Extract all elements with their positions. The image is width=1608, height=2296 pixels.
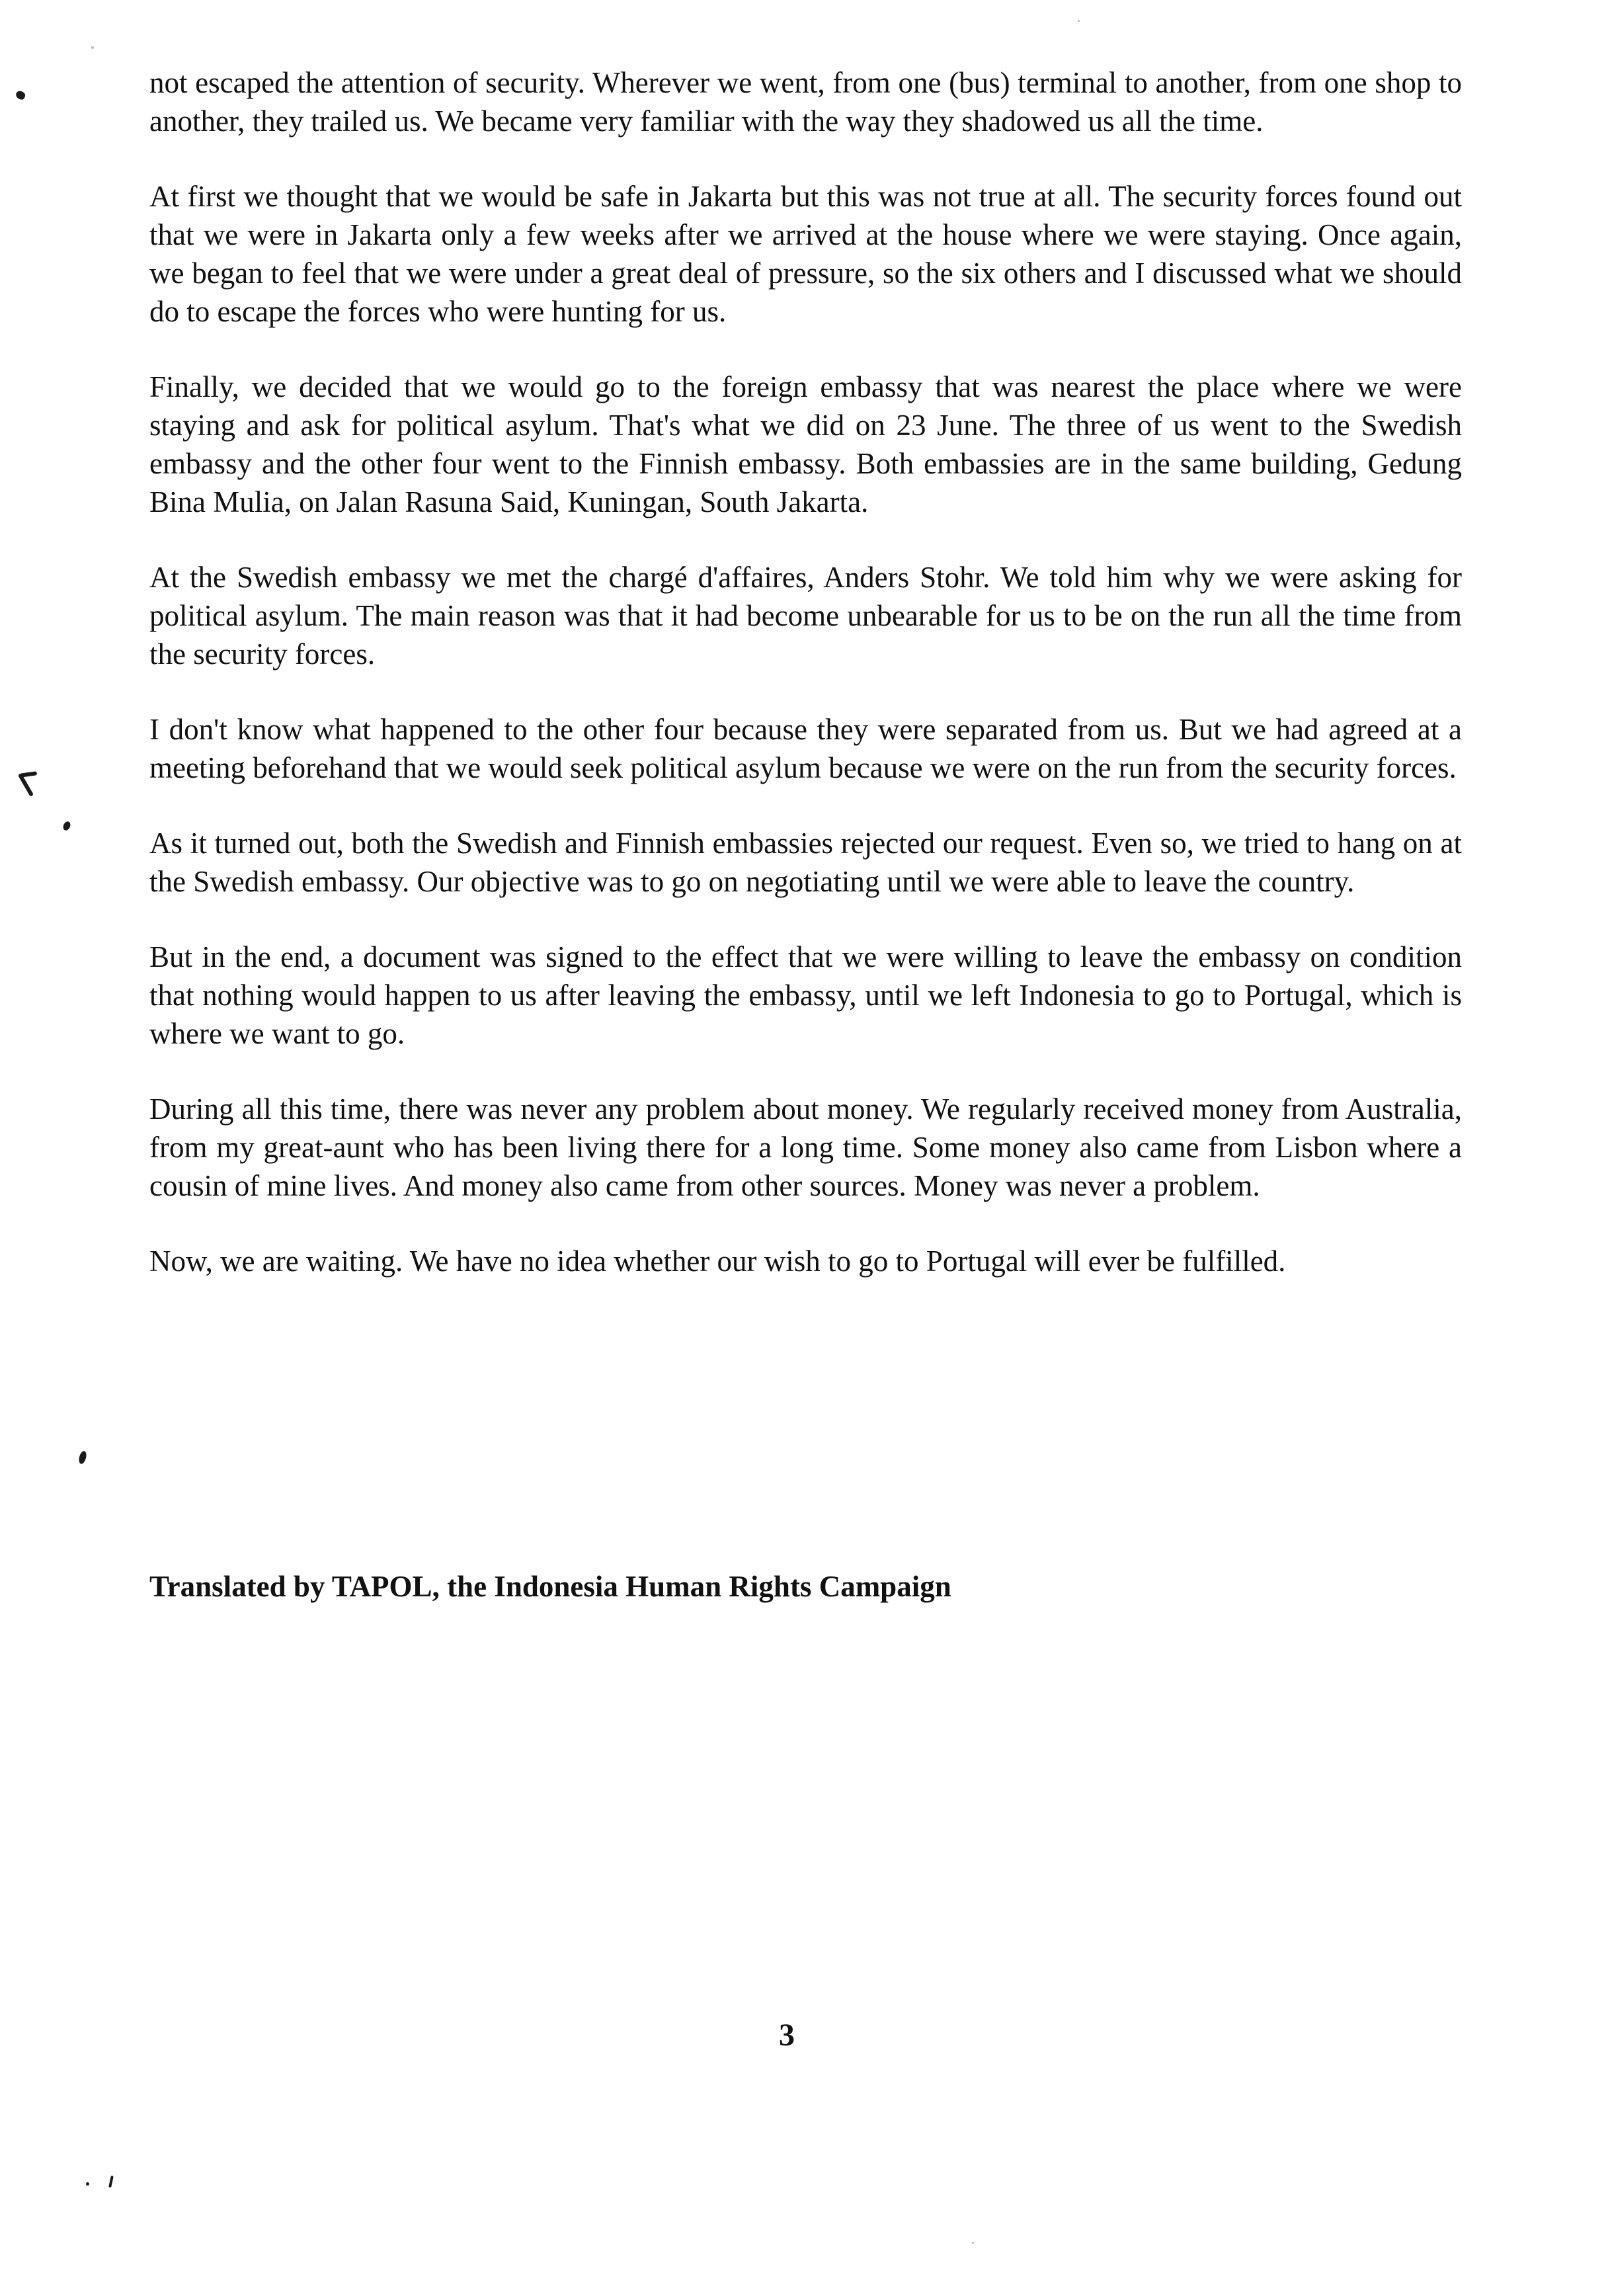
- paragraph-3: Finally, we decided that we would go to the foreign embassy that was nearest the place where we were staying and ask for political asylum. That's what we did on 23 June. The three of us went to the Swedish embassy and the other four went to the Finnish embassy. Both embassies are in the same building, Gedung Bina Mulia, on Jalan Rasuna Said, Kuningan, South Jakarta.: [149, 370, 1462, 518]
- scan-speck: [86, 2182, 89, 2186]
- scan-speck: [972, 2242, 974, 2244]
- scan-speck: [1078, 20, 1080, 22]
- scan-speck: [108, 2176, 114, 2188]
- paragraph-5: I don't know what happened to the other four because they were separated from us. But we had agreed at a meeting beforehand that we would seek political asylum because we were on the run from the security forces.: [149, 713, 1462, 784]
- scan-speck: [20, 771, 38, 778]
- scan-speck: [78, 1450, 88, 1465]
- body-text: [149, 63, 1462, 1317]
- page-number: 3: [779, 2018, 795, 2053]
- paragraph-6: As it turned out, both the Swedish and Finnish embassies rejected our request. Even so, we tried to hang on at the Swedish embassy. Our objective was to go on negotiating until we were able to leave the country.: [149, 827, 1462, 898]
- paragraph-2: At first we thought that we would be safe in Jakarta but this was not true at all. The security forces found out that we were in Jakarta only a few weeks after we arrived at the house where we were staying. Once again, we began to feel that we were under a great deal of pressure, so the six others and I discussed what we should do to escape the forces who were hunting for us.: [149, 180, 1462, 328]
- paragraph-8: During all this time, there was never any problem about money. We regularly received money from Australia, from my great-aunt who has been living there for a long time. Some money also came from Lisbon where a cousin of mine lives. And money also came from other sources. Money was never a problem.: [149, 1092, 1462, 1202]
- paragraph-4: At the Swedish embassy we met the chargé d'affaires, Anders Stohr. We told him why we were asking for political asylum. The main reason was that it had become unbearable for us to be on the run all the time from the security forces.: [149, 561, 1462, 671]
- scan-speck: [15, 90, 26, 101]
- translator-note: Translated by TAPOL, the Indonesia Human Rights Campaign: [149, 1570, 951, 1603]
- scan-speck: [91, 46, 94, 49]
- paragraph-7: But in the end, a document was signed to the effect that we were willing to leave the embassy on condition that nothing would happen to us after leaving the embassy, until we left Indonesia to go to Portugal, which is where we want to go.: [149, 940, 1462, 1050]
- paragraph-9: Now, we are waiting. We have no idea whether our wish to go to Portugal will ever be fulfilled.: [149, 1245, 1286, 1278]
- scan-speck: [62, 821, 72, 832]
- paragraph-1: not escaped the attention of security. Wherever we went, from one (bus) terminal to another, from one shop to another, they trailed us. We became very familiar with the way they shadowed us all the time.: [149, 66, 1462, 138]
